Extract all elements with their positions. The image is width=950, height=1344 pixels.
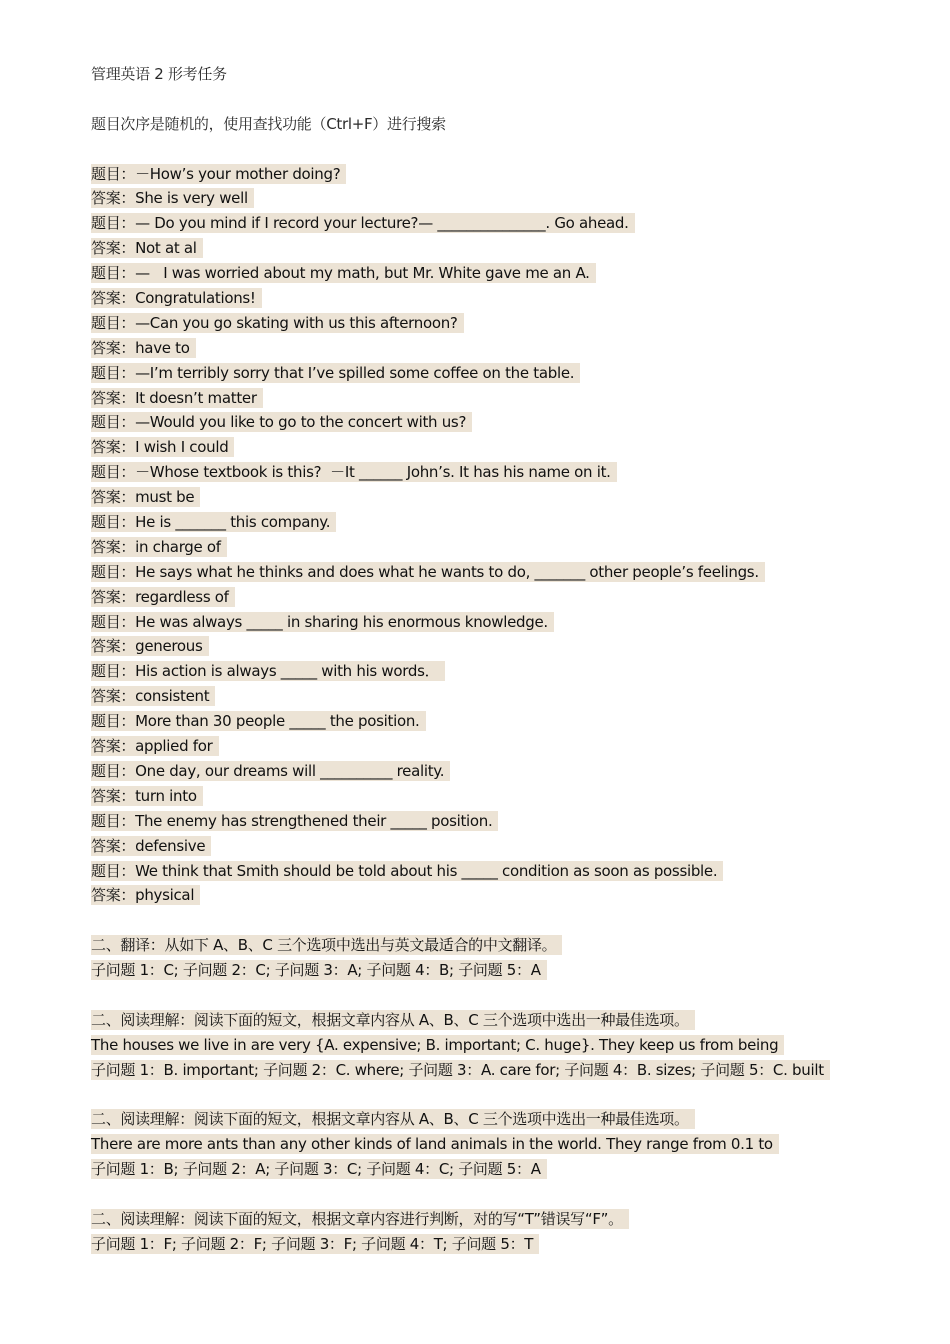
spacer bbox=[91, 87, 891, 112]
section-reading-ants bbox=[91, 1107, 891, 1182]
answer-line: 答案：defensive bbox=[91, 834, 891, 859]
spacer bbox=[91, 1182, 891, 1207]
document-page bbox=[91, 62, 891, 1257]
spacer bbox=[91, 908, 891, 933]
answer-line: 答案：applied for bbox=[91, 734, 891, 759]
question-line: 题目：—I’m terribly sorry that I’ve spilled some coffee on the table. bbox=[91, 361, 891, 386]
answer-line: 答案：consistent bbox=[91, 684, 891, 709]
answer-line: 答案：have to bbox=[91, 336, 891, 361]
answer-line: 答案：physical bbox=[91, 883, 891, 908]
question-line: 题目：The enemy has strengthened their _____ position. bbox=[91, 809, 891, 834]
answer-line: 答案：She is very well bbox=[91, 186, 891, 211]
section-answer-line: 子问题 1：B. important; 子问题 2：C. where; 子问题 3：A. care for; 子问题 4：B. sizes; 子问题 5：C. built bbox=[91, 1058, 891, 1083]
section-answer-line: 子问题 1：F; 子问题 2：F; 子问题 3：F; 子问题 4：T; 子问题 5：T bbox=[91, 1232, 891, 1257]
document-title: 管理英语 2 形考任务 bbox=[91, 65, 227, 83]
question-line: 题目：His action is always _____ with his words． bbox=[91, 659, 891, 684]
section-heading: 二、阅读理解：阅读下面的短文，根据文章内容从 A、B、C 三个选项中选出一种最佳选项。 bbox=[91, 1107, 891, 1132]
answer-line: 答案：turn into bbox=[91, 784, 891, 809]
question-line: 题目：One day, our dreams will __________ reality. bbox=[91, 759, 891, 784]
section-answer-line: 子问题 1：C; 子问题 2：C; 子问题 3：A; 子问题 4：B; 子问题 5：A bbox=[91, 958, 891, 983]
question-line: 题目：He was always _____ in sharing his enormous knowledge. bbox=[91, 610, 891, 635]
section-reading-true-false bbox=[91, 1207, 891, 1257]
answer-line: 答案：regardless of bbox=[91, 585, 891, 610]
question-line: 题目：—Can you go skating with us this afternoon? bbox=[91, 311, 891, 336]
section-heading: 二、翻译：从如下 A、B、C 三个选项中选出与英文最适合的中文翻译。 bbox=[91, 933, 891, 958]
answer-line: 答案：Congratulations! bbox=[91, 286, 891, 311]
question-line: 题目：He says what he thinks and does what he wants to do, _______ other people’s feelings. bbox=[91, 560, 891, 585]
question-line: 题目：—Would you like to go to the concert with us? bbox=[91, 410, 891, 435]
spacer bbox=[91, 1083, 891, 1108]
answer-line: 答案：in charge of bbox=[91, 535, 891, 560]
question-line: 题目：More than 30 people _____ the position. bbox=[91, 709, 891, 734]
question-line: 题目：We think that Smith should be told about his _____ condition as soon as possible. bbox=[91, 859, 891, 884]
answer-line: 答案：Not at al bbox=[91, 236, 891, 261]
section-answer-line: 子问题 1：B; 子问题 2：A; 子问题 3：C; 子问题 4：C; 子问题 5：A bbox=[91, 1157, 891, 1182]
answer-line: 答案：It doesn’t matter bbox=[91, 386, 891, 411]
answer-line: 答案：generous bbox=[91, 634, 891, 659]
spacer bbox=[91, 137, 891, 162]
search-note: 题目次序是随机的，使用查找功能（Ctrl+F）进行搜索 bbox=[91, 114, 446, 133]
question-line: 题目：－How’s your mother doing? bbox=[91, 162, 891, 187]
qa-list bbox=[91, 162, 891, 909]
section-translation bbox=[91, 933, 891, 983]
spacer bbox=[91, 983, 891, 1008]
question-line: 题目：— I was worried about my math, but Mr. White gave me an A. bbox=[91, 261, 891, 286]
section-passage-line: There are more ants than any other kinds of land animals in the world. They range from 0.1 to bbox=[91, 1132, 891, 1157]
section-heading: 二、阅读理解：阅读下面的短文，根据文章内容从 A、B、C 三个选项中选出一种最佳选项。 bbox=[91, 1008, 891, 1033]
answer-line: 答案：I wish I could bbox=[91, 435, 891, 460]
answer-line: 答案：must be bbox=[91, 485, 891, 510]
question-line: 题目：－Whose textbook is this? －It ______ John’s. It has his name on it. bbox=[91, 460, 891, 485]
question-line: 题目：He is _______ this company. bbox=[91, 510, 891, 535]
question-line: 题目：— Do you mind if I record your lecture?— _______________. Go ahead. bbox=[91, 211, 891, 236]
section-passage-line: The houses we live in are very {A. expensive; B. important; C. huge}. They keep us from being bbox=[91, 1033, 891, 1058]
section-heading: 二、阅读理解：阅读下面的短文，根据文章内容进行判断，对的写“T”错误写“F”。 bbox=[91, 1207, 891, 1232]
section-reading-houses bbox=[91, 1008, 891, 1083]
